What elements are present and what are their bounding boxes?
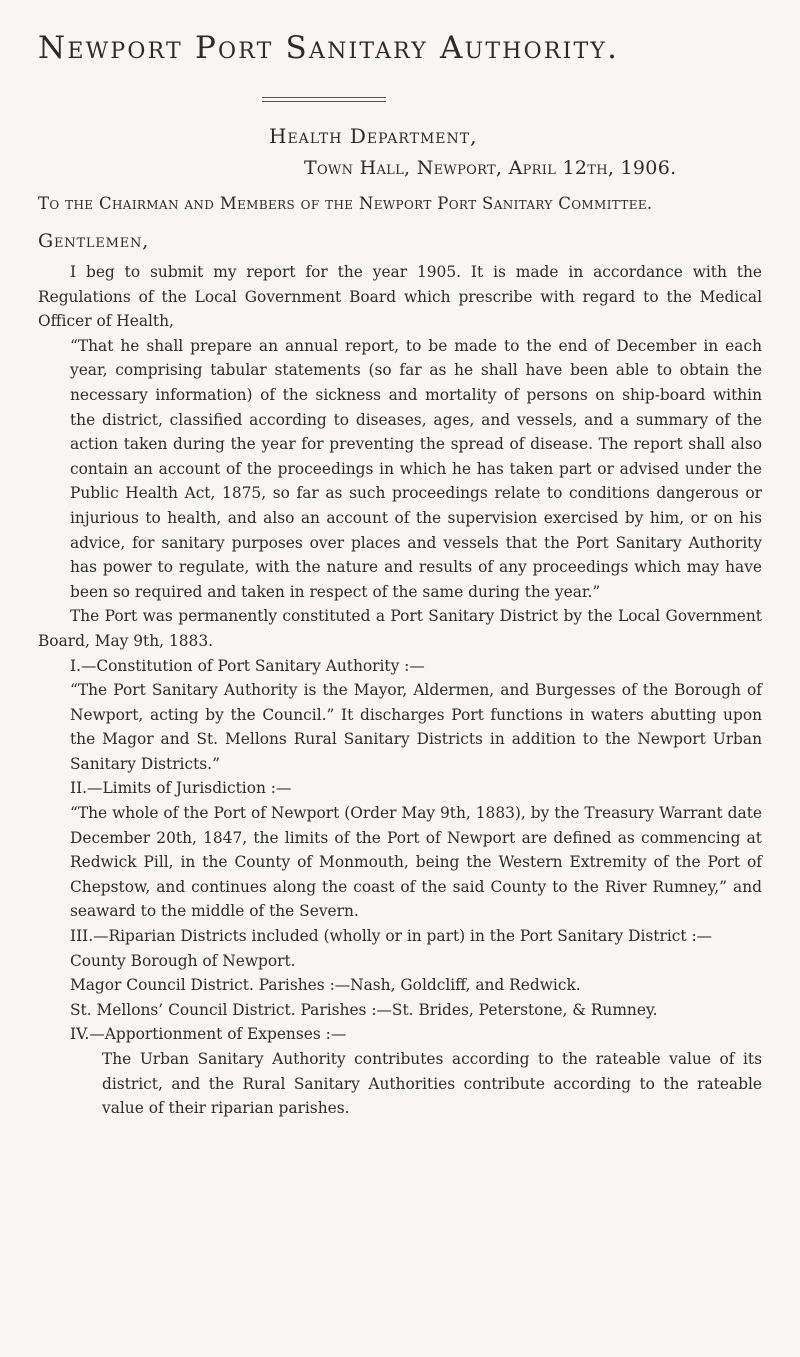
section-heading: II.—Limits of Jurisdiction :— xyxy=(70,779,292,798)
intro-paragraph: I beg to submit my report for the year 1905. It is made in accordance with the Regulations of the Local Government Board which prescribe with regard to the Medical Officer of Health, xyxy=(38,263,762,331)
divider-rule xyxy=(262,97,386,98)
address-date-line: Town Hall, Newport, April 12th, 1906. xyxy=(304,157,677,179)
department-line: Health Department, xyxy=(269,124,478,148)
salutation: Gentlemen, xyxy=(38,230,150,252)
addressee-line: To the Chairman and Members of the Newport Port Sanitary Committee. xyxy=(38,194,653,213)
report-body xyxy=(38,260,762,1121)
divider-rule xyxy=(262,101,386,102)
constitution-paragraph: The Port was permanently constituted a Port Sanitary District by the Local Government Board, May 9th, 1883. xyxy=(38,607,762,650)
section-heading: I.—Constitution of Port Sanitary Authority :— xyxy=(70,656,425,675)
section-text: “The Port Sanitary Authority is the Mayor, Aldermen, and Burgesses of the Borough of Newport, acting by the Council.” It discharges Port functions in waters abutting upon the Magor and St. Mellons Rural Sanitary Districts in addition to the Newport Urban Sanitary Districts.” xyxy=(70,681,762,773)
section-heading: III.—Riparian Districts included (wholly or in part) in the Port Sanitary District :— xyxy=(70,927,713,946)
page-title: Newport Port Sanitary Authority. xyxy=(38,30,620,66)
list-item: Magor Council District. Parishes :—Nash, Goldcliff, and Redwick. xyxy=(70,976,581,995)
section-text: The Urban Sanitary Authority contributes according to the rateable value of its district, and the Rural Sanitary Authorities contribute according to the rateable value of their riparian parishes. xyxy=(102,1050,762,1118)
list-item: County Borough of Newport. xyxy=(70,951,296,970)
list-item: St. Mellons’ Council District. Parishes :—St. Brides, Peterstone, & Rumney. xyxy=(70,1000,658,1019)
section-heading: IV.—Apportionment of Expenses :— xyxy=(70,1025,347,1044)
section-text: “The whole of the Port of Newport (Order May 9th, 1883), by the Treasury Warrant date December 20th, 1847, the limits of the Port of Newport are defined as commencing at Redwick Pill, in the County of Monmouth, being the Western Extremity of the Port of Chepstow, and continues along the coast of the said County to the River Rumney,” and seaward to the middle of the Severn. xyxy=(70,804,762,921)
regulation-quote: “That he shall prepare an annual report, to be made to the end of December in each year, comprising tabular statements (so far as he shall have been able to obtain the necessary information) of the sickness and mortality of persons on ship-board within the district, classified according to diseases, ages, and vessels, and a summary of the action taken during the year for preventing the spread of disease. The report shall also contain an account of the proceedings in which he has taken part or advised under the Public Health Act, 1875, so far as such proceedings relate to conditions dangerous or injurious to health, and also an account of the supervision exercised by him, or on his advice, for sanitary purposes over places and vessels that the Port Sanitary Authority has power to regulate, with the nature and results of any proceedings which may have been so required and taken in respect of the same during the year.” xyxy=(70,336,762,601)
